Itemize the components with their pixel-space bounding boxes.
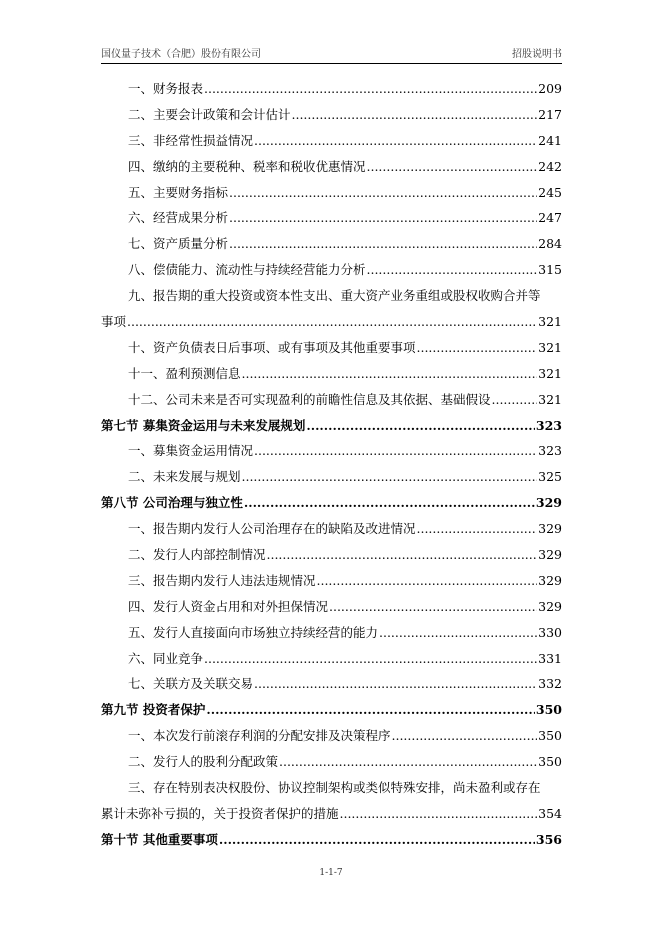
toc-entry-title: 十、资产负债表日后事项、或有事项及其他重要事项 — [128, 339, 416, 355]
toc-leader-dots — [254, 128, 537, 154]
toc-leader-dots — [244, 490, 535, 516]
toc-section-heading[interactable] — [101, 697, 562, 723]
toc-entry[interactable] — [101, 671, 562, 697]
toc-entry-title: 四、缴纳的主要税种、税率和税收优惠情况 — [128, 158, 366, 174]
toc-leader-dots — [204, 76, 537, 102]
toc-leader-dots — [317, 568, 538, 594]
toc-leader-dots — [417, 516, 538, 542]
toc-entry[interactable] — [101, 568, 562, 594]
page-header — [101, 45, 562, 61]
toc-section-heading[interactable] — [101, 827, 562, 853]
toc-entry[interactable] — [101, 620, 562, 646]
toc-entry-title: 第九节 投资者保护 — [101, 702, 206, 718]
toc-leader-dots — [242, 464, 538, 490]
toc-page-number: 332 — [538, 676, 562, 692]
toc-entry[interactable] — [101, 594, 562, 620]
toc-page-number: 245 — [538, 184, 562, 200]
toc-page-number: 329 — [538, 521, 562, 537]
toc-page-number: 331 — [538, 650, 562, 666]
toc-page-number: 350 — [538, 754, 562, 770]
toc-leader-dots — [242, 361, 538, 387]
toc-entry[interactable] — [101, 723, 562, 749]
toc-entry[interactable] — [101, 102, 562, 128]
toc-leader-dots — [367, 257, 538, 283]
toc-entry-title: 一、本次发行前滚存利润的分配安排及决策程序 — [128, 728, 391, 744]
toc-entry[interactable] — [101, 205, 562, 231]
toc-page-number: 247 — [538, 210, 562, 226]
toc-section-heading[interactable] — [101, 413, 562, 439]
toc-entry-title: 二、发行人的股利分配政策 — [128, 754, 279, 770]
toc-entry[interactable] — [101, 387, 562, 413]
toc-entry-title: 十二、公司未来是否可实现盈利的前瞻性信息及其依据、基础假设 — [128, 391, 491, 407]
toc-entry[interactable] — [101, 128, 562, 154]
toc-page-number: 209 — [538, 81, 562, 96]
toc-page-number: 315 — [538, 262, 562, 278]
toc-leader-dots — [219, 827, 535, 853]
toc-entry-title: 六、同业竞争 — [128, 650, 204, 666]
toc-leader-dots — [229, 205, 537, 231]
toc-entry-title: 五、发行人直接面向市场独立持续经营的能力 — [128, 624, 379, 640]
toc-page-number: 354 — [538, 805, 562, 821]
toc-entry-title: 九、报告期的重大投资或资本性支出、重大资产业务重组或股权收购合并等 — [128, 288, 541, 304]
toc-entry[interactable] — [101, 775, 562, 801]
toc-leader-dots — [340, 801, 538, 827]
toc-entry-title: 一、报告期内发行人公司治理存在的缺陷及改进情况 — [128, 521, 416, 537]
toc-entry-title: 三、存在特别表决权股份、协议控制架构或类似特殊安排，尚未盈利或存在 — [128, 780, 541, 796]
toc-entry-title: 一、财务报表 — [128, 81, 204, 96]
toc-page-number: 321 — [538, 391, 562, 407]
toc-page-number: 241 — [538, 132, 562, 148]
toc-entry-title: 五、主要财务指标 — [128, 184, 229, 200]
toc-entry-title: 累计未弥补亏损的，关于投资者保护的措施 — [101, 805, 339, 821]
toc-entry-title: 二、发行人内部控制情况 — [128, 547, 266, 563]
toc-entry-continuation[interactable] — [101, 309, 562, 335]
toc-leader-dots — [367, 154, 538, 180]
toc-entry-title: 事项 — [101, 314, 127, 330]
toc-entry-title: 四、发行人资金占用和对外担保情况 — [128, 598, 329, 614]
toc-page-number: 329 — [538, 598, 562, 614]
toc-entry[interactable] — [101, 154, 562, 180]
toc-entry[interactable] — [101, 335, 562, 361]
toc-entry-continuation[interactable] — [101, 801, 562, 827]
toc-page-number: 321 — [538, 365, 562, 381]
toc-entry-title: 第十节 其他重要事项 — [101, 831, 218, 847]
toc-page-number: 321 — [538, 314, 562, 330]
toc-page-number: 329 — [535, 495, 562, 511]
toc-entry[interactable] — [101, 516, 562, 542]
toc-page-number: 350 — [535, 702, 562, 718]
toc-entry[interactable] — [101, 361, 562, 387]
toc-leader-dots — [492, 387, 538, 413]
toc-page-number: 217 — [538, 106, 562, 122]
toc-entry[interactable] — [101, 464, 562, 490]
toc-entry-title: 六、经营成果分析 — [128, 210, 229, 226]
toc-page-number: 330 — [538, 624, 562, 640]
toc-entry-title: 第七节 募集资金运用与未来发展规划 — [101, 417, 306, 433]
toc-entry-title: 三、报告期内发行人违法违规情况 — [128, 572, 316, 588]
toc-leader-dots — [267, 542, 538, 568]
toc-entry[interactable] — [101, 180, 562, 206]
toc-section-heading[interactable] — [101, 490, 562, 516]
toc-entry-title: 二、未来发展与规划 — [128, 469, 241, 485]
toc-leader-dots — [329, 594, 537, 620]
toc-leader-dots — [206, 697, 535, 723]
toc-leader-dots — [229, 231, 537, 257]
toc-entry[interactable] — [101, 749, 562, 775]
toc-leader-dots — [417, 335, 538, 361]
toc-page-number: 356 — [535, 831, 562, 847]
toc-page-number: 284 — [538, 236, 562, 252]
toc-page-number: 323 — [538, 443, 562, 459]
toc-entry-title: 二、主要会计政策和会计估计 — [128, 106, 291, 122]
toc-entry[interactable] — [101, 231, 562, 257]
toc-entry[interactable] — [101, 438, 562, 464]
toc-entry-title: 七、关联方及关联交易 — [128, 676, 254, 692]
toc-page-number: 323 — [535, 417, 562, 433]
toc-page-number: 242 — [538, 158, 562, 174]
toc-entry[interactable] — [101, 542, 562, 568]
toc-entry-title: 十一、盈利预测信息 — [128, 365, 241, 381]
toc-entry[interactable] — [101, 257, 562, 283]
toc-entry-title: 第八节 公司治理与独立性 — [101, 495, 243, 511]
toc-page-number: 350 — [538, 728, 562, 744]
header-divider — [101, 63, 562, 64]
toc-page-number: 321 — [538, 339, 562, 355]
page-number: 1-1-7 — [319, 868, 343, 878]
toc-leader-dots — [306, 413, 535, 439]
toc-entry[interactable] — [101, 76, 562, 102]
toc-leader-dots — [392, 723, 538, 749]
toc-leader-dots — [127, 309, 537, 335]
toc-leader-dots — [292, 102, 538, 128]
toc-entry-title: 八、偿债能力、流动性与持续经营能力分析 — [128, 262, 366, 278]
toc-entry[interactable] — [101, 283, 562, 309]
toc-entry-title: 三、非经常性损益情况 — [128, 132, 254, 148]
toc-leader-dots — [279, 749, 537, 775]
toc-leader-dots — [229, 180, 537, 206]
toc-page-number: 329 — [538, 547, 562, 563]
toc-entry-title: 七、资产质量分析 — [128, 236, 229, 252]
toc-leader-dots — [254, 671, 537, 697]
table-of-contents — [101, 76, 562, 853]
toc-page-number: 329 — [538, 572, 562, 588]
toc-page-number: 325 — [538, 469, 562, 485]
toc-leader-dots — [379, 620, 537, 646]
toc-entry[interactable] — [101, 646, 562, 672]
header-company-name: 国仪量子技术（合肥）股份有限公司 — [101, 49, 261, 60]
header-document-type: 招股说明书 — [512, 49, 562, 60]
toc-entry-title: 一、募集资金运用情况 — [128, 443, 254, 459]
toc-leader-dots — [204, 646, 537, 672]
toc-leader-dots — [254, 438, 537, 464]
